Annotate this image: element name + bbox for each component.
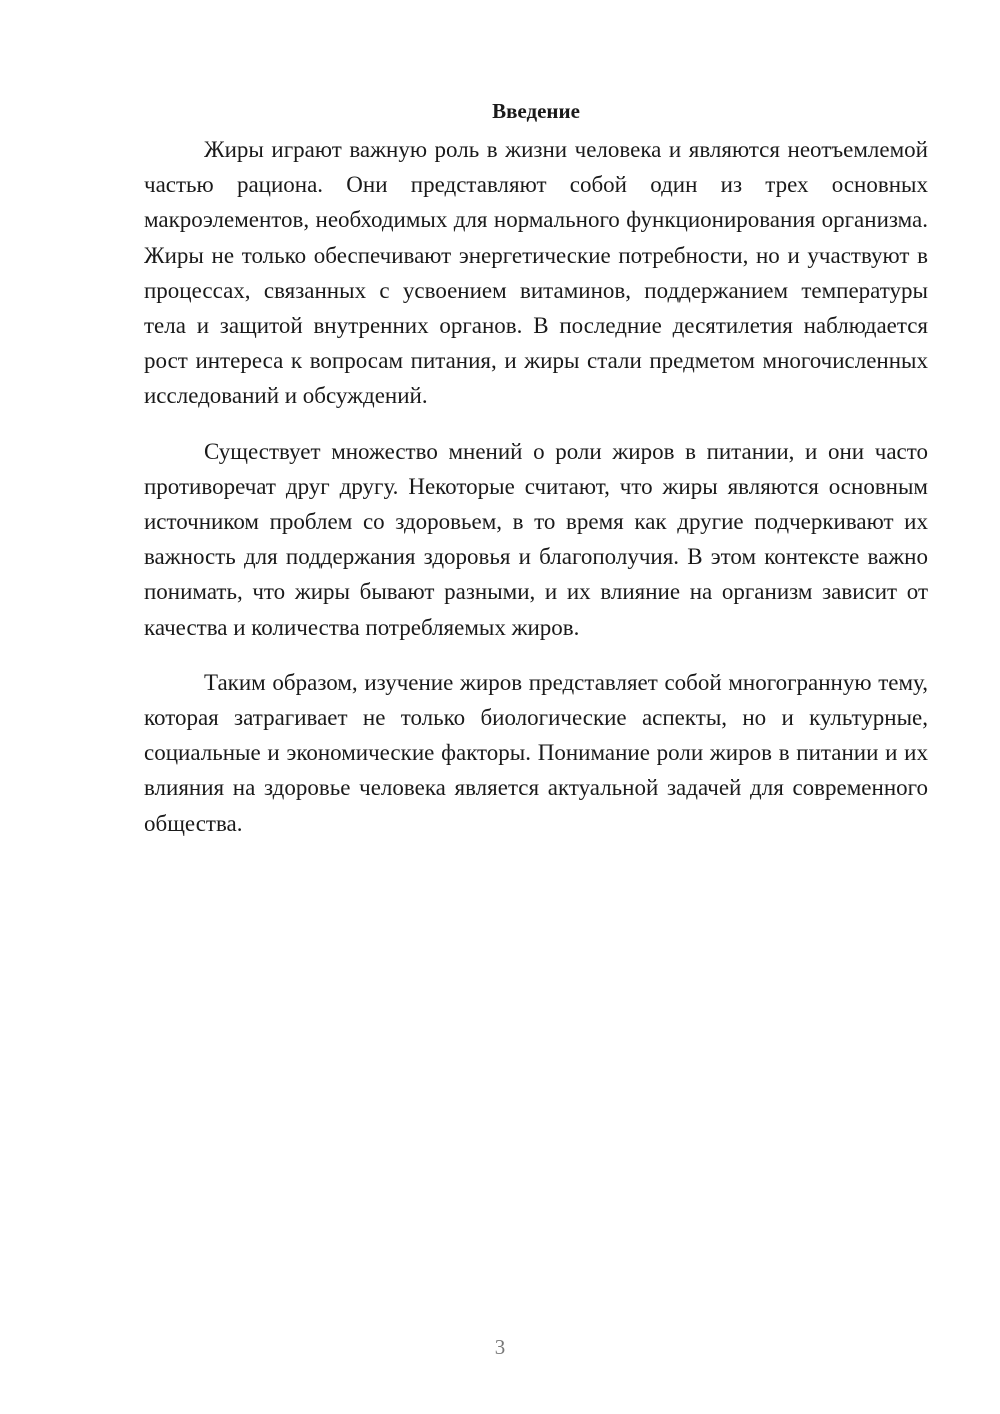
page-content	[144, 93, 928, 841]
paragraph-2: Существует множество мнений о роли жиров в питании, и они часто противоречат друг другу. Некоторые считают, что жиры являются основным источником проблем со здоровьем, в то время как другие подчеркивают их важность для поддержания здоровья и благополучия. В этом контексте важно понимать, что жиры бывают разными, и их влияние на организм зависит от качества и количества потребляемых жиров.	[144, 438, 928, 640]
paragraph-1: Жиры играют важную роль в жизни человека и являются неотъемлемой частью рациона. Они представляют собой один из трех основных макроэлементов, необходимых для нормального функционирования организма. Жиры не только обеспечивают энергетические потребности, но и участвуют в процессах, связанных с усвоением витаминов, поддержанием температуры тела и защитой внутренних органов. В последние десятилетия наблюдается рост интереса к вопросам питания, и жиры стали предметом многочисленных исследований и обсуждений.	[144, 137, 928, 409]
section-title: Введение	[492, 99, 580, 123]
paragraph-3: Таким образом, изучение жиров представляет собой многогранную тему, которая затрагивает не только биологические аспекты, но и культурные, социальные и экономические факторы. Понимание роли жиров в питании и их влияния на здоровье человека является актуальной задачей для современного общества.	[144, 669, 928, 836]
page-number: 3	[494, 1335, 506, 1359]
